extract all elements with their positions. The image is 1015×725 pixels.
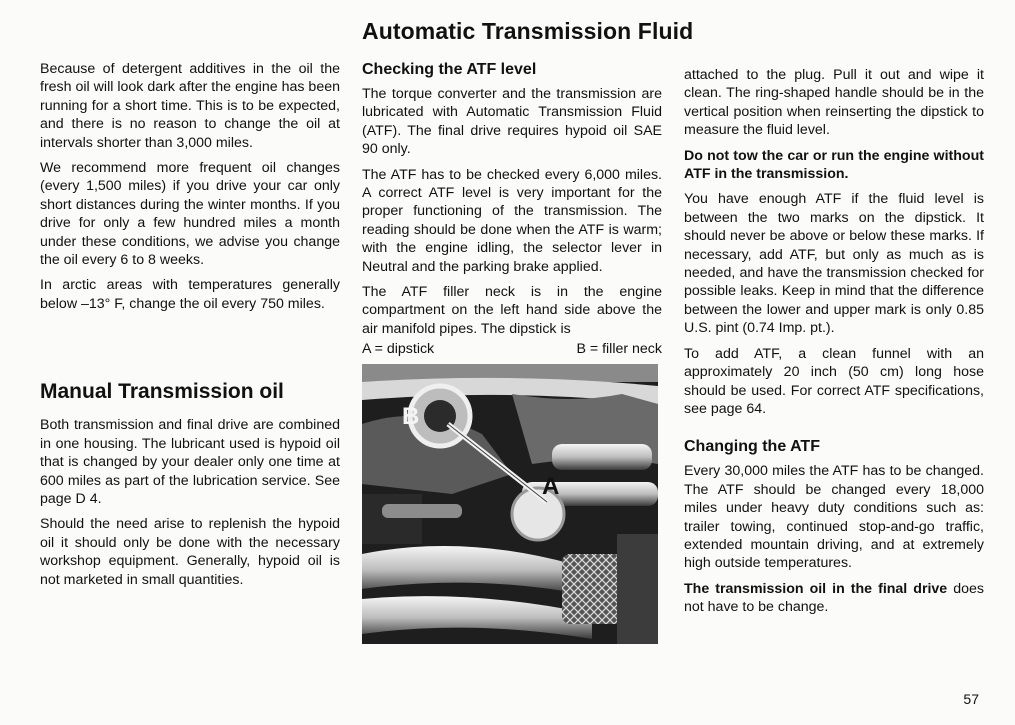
arctic-areas-paragraph: In arctic areas with temperatures generally below –13° F, change the oil every 750 miles. bbox=[40, 277, 340, 312]
final-drive-note-bold: The transmission oil in the final drive bbox=[684, 580, 948, 597]
add-atf-paragraph: To add ATF, a clean funnel with an approximately 20 inch (50 cm) long hose should be used. For correct ATF specifications, see page 64. bbox=[684, 345, 984, 417]
manual-transmission-heading: Manual Transmission oil bbox=[40, 380, 284, 404]
figure-label-b: B bbox=[402, 403, 420, 431]
left-column bbox=[40, 60, 340, 596]
final-drive-note-rest: does not have to be change. bbox=[684, 580, 984, 616]
checking-atf-heading: Checking the ATF level bbox=[362, 61, 537, 78]
atf-level-paragraph: You have enough ATF if the fluid level is between the two marks on the dipstick. It should never be above or below these marks. If necessary, add ATF, but only as much as is needed, and have the transmission checked for possible leaks. Keep in mind that the difference between the lower and upper mark is only 0.85 U.S. pint (0.74 Imp. pt.). bbox=[684, 191, 984, 337]
page-title: Automatic Transmission Fluid bbox=[362, 18, 694, 44]
right-column bbox=[684, 66, 984, 624]
engine-compartment-photo bbox=[362, 364, 658, 644]
no-tow-warning: Do not tow the car or run the engine without ATF in the transmission. bbox=[684, 147, 984, 183]
atf-check-interval-paragraph: The ATF has to be checked every 6,000 miles. A correct ATF level is very important for the proper functioning of the transmission. The reading should be done when the ATF is warm; with the engine idling, the selector lever in Neutral and the parking brake applied. bbox=[362, 166, 662, 275]
final-drive-note bbox=[684, 580, 984, 617]
oil-change-frequency-paragraph: We recommend more frequent oil changes (every 1,500 miles) if you drive your car only short distances during the winter months. If you drive for only a few hundred miles a month under these conditions, we advise you change the oil every 6 to 8 weeks. bbox=[40, 160, 340, 269]
changing-atf-heading: Changing the ATF bbox=[684, 438, 820, 456]
hypoid-oil-paragraph: Should the need arise to replenish the hypoid oil it should only be done with the necessary workshop equipment. Generally, hypoid oil is not marketed in small quantities. bbox=[40, 516, 340, 588]
figure-label-a: A bbox=[542, 473, 560, 501]
manual-transmission-paragraph: Both transmission and final drive are combined in one housing. The lubricant used is hypoid oil that is changed by your dealer only one time at 600 miles as part of the lubrication service. See page D 4. bbox=[40, 417, 340, 507]
atf-change-interval-paragraph: Every 30,000 miles the ATF has to be changed. The ATF should be changed every 18,000 miles under heavy duty conditions such as: trailer towing, continued stop-and-go traffic, extended mountain driving, and at extremely high outside temperatures. bbox=[684, 463, 984, 572]
legend-b: B = filler neck bbox=[576, 341, 662, 358]
figure-legend bbox=[362, 340, 662, 358]
atf-filler-neck-paragraph: The ATF filler neck is in the engine compartment on the left hand side above the air manifold pipes. The dipstick is bbox=[362, 284, 662, 337]
middle-column bbox=[362, 60, 662, 644]
oil-additives-paragraph: Because of detergent additives in the oil the fresh oil will look dark after the engine has been running for a short time. This is to be expected, and there is no reason to change the oil at intervals shorter than 3,000 miles. bbox=[40, 61, 340, 151]
dipstick-handling-paragraph: attached to the plug. Pull it out and wipe it clean. The ring-shaped handle should be in the vertical position when reinserting the dipstick to measure the fluid level. bbox=[684, 67, 984, 139]
atf-lubrication-paragraph: The torque converter and the transmission are lubricated with Automatic Transmission Fluid (ATF). The final drive requires hypoid oil SAE 90 only. bbox=[362, 86, 662, 158]
legend-a: A = dipstick bbox=[362, 341, 435, 358]
page-number: 57 bbox=[963, 691, 979, 707]
